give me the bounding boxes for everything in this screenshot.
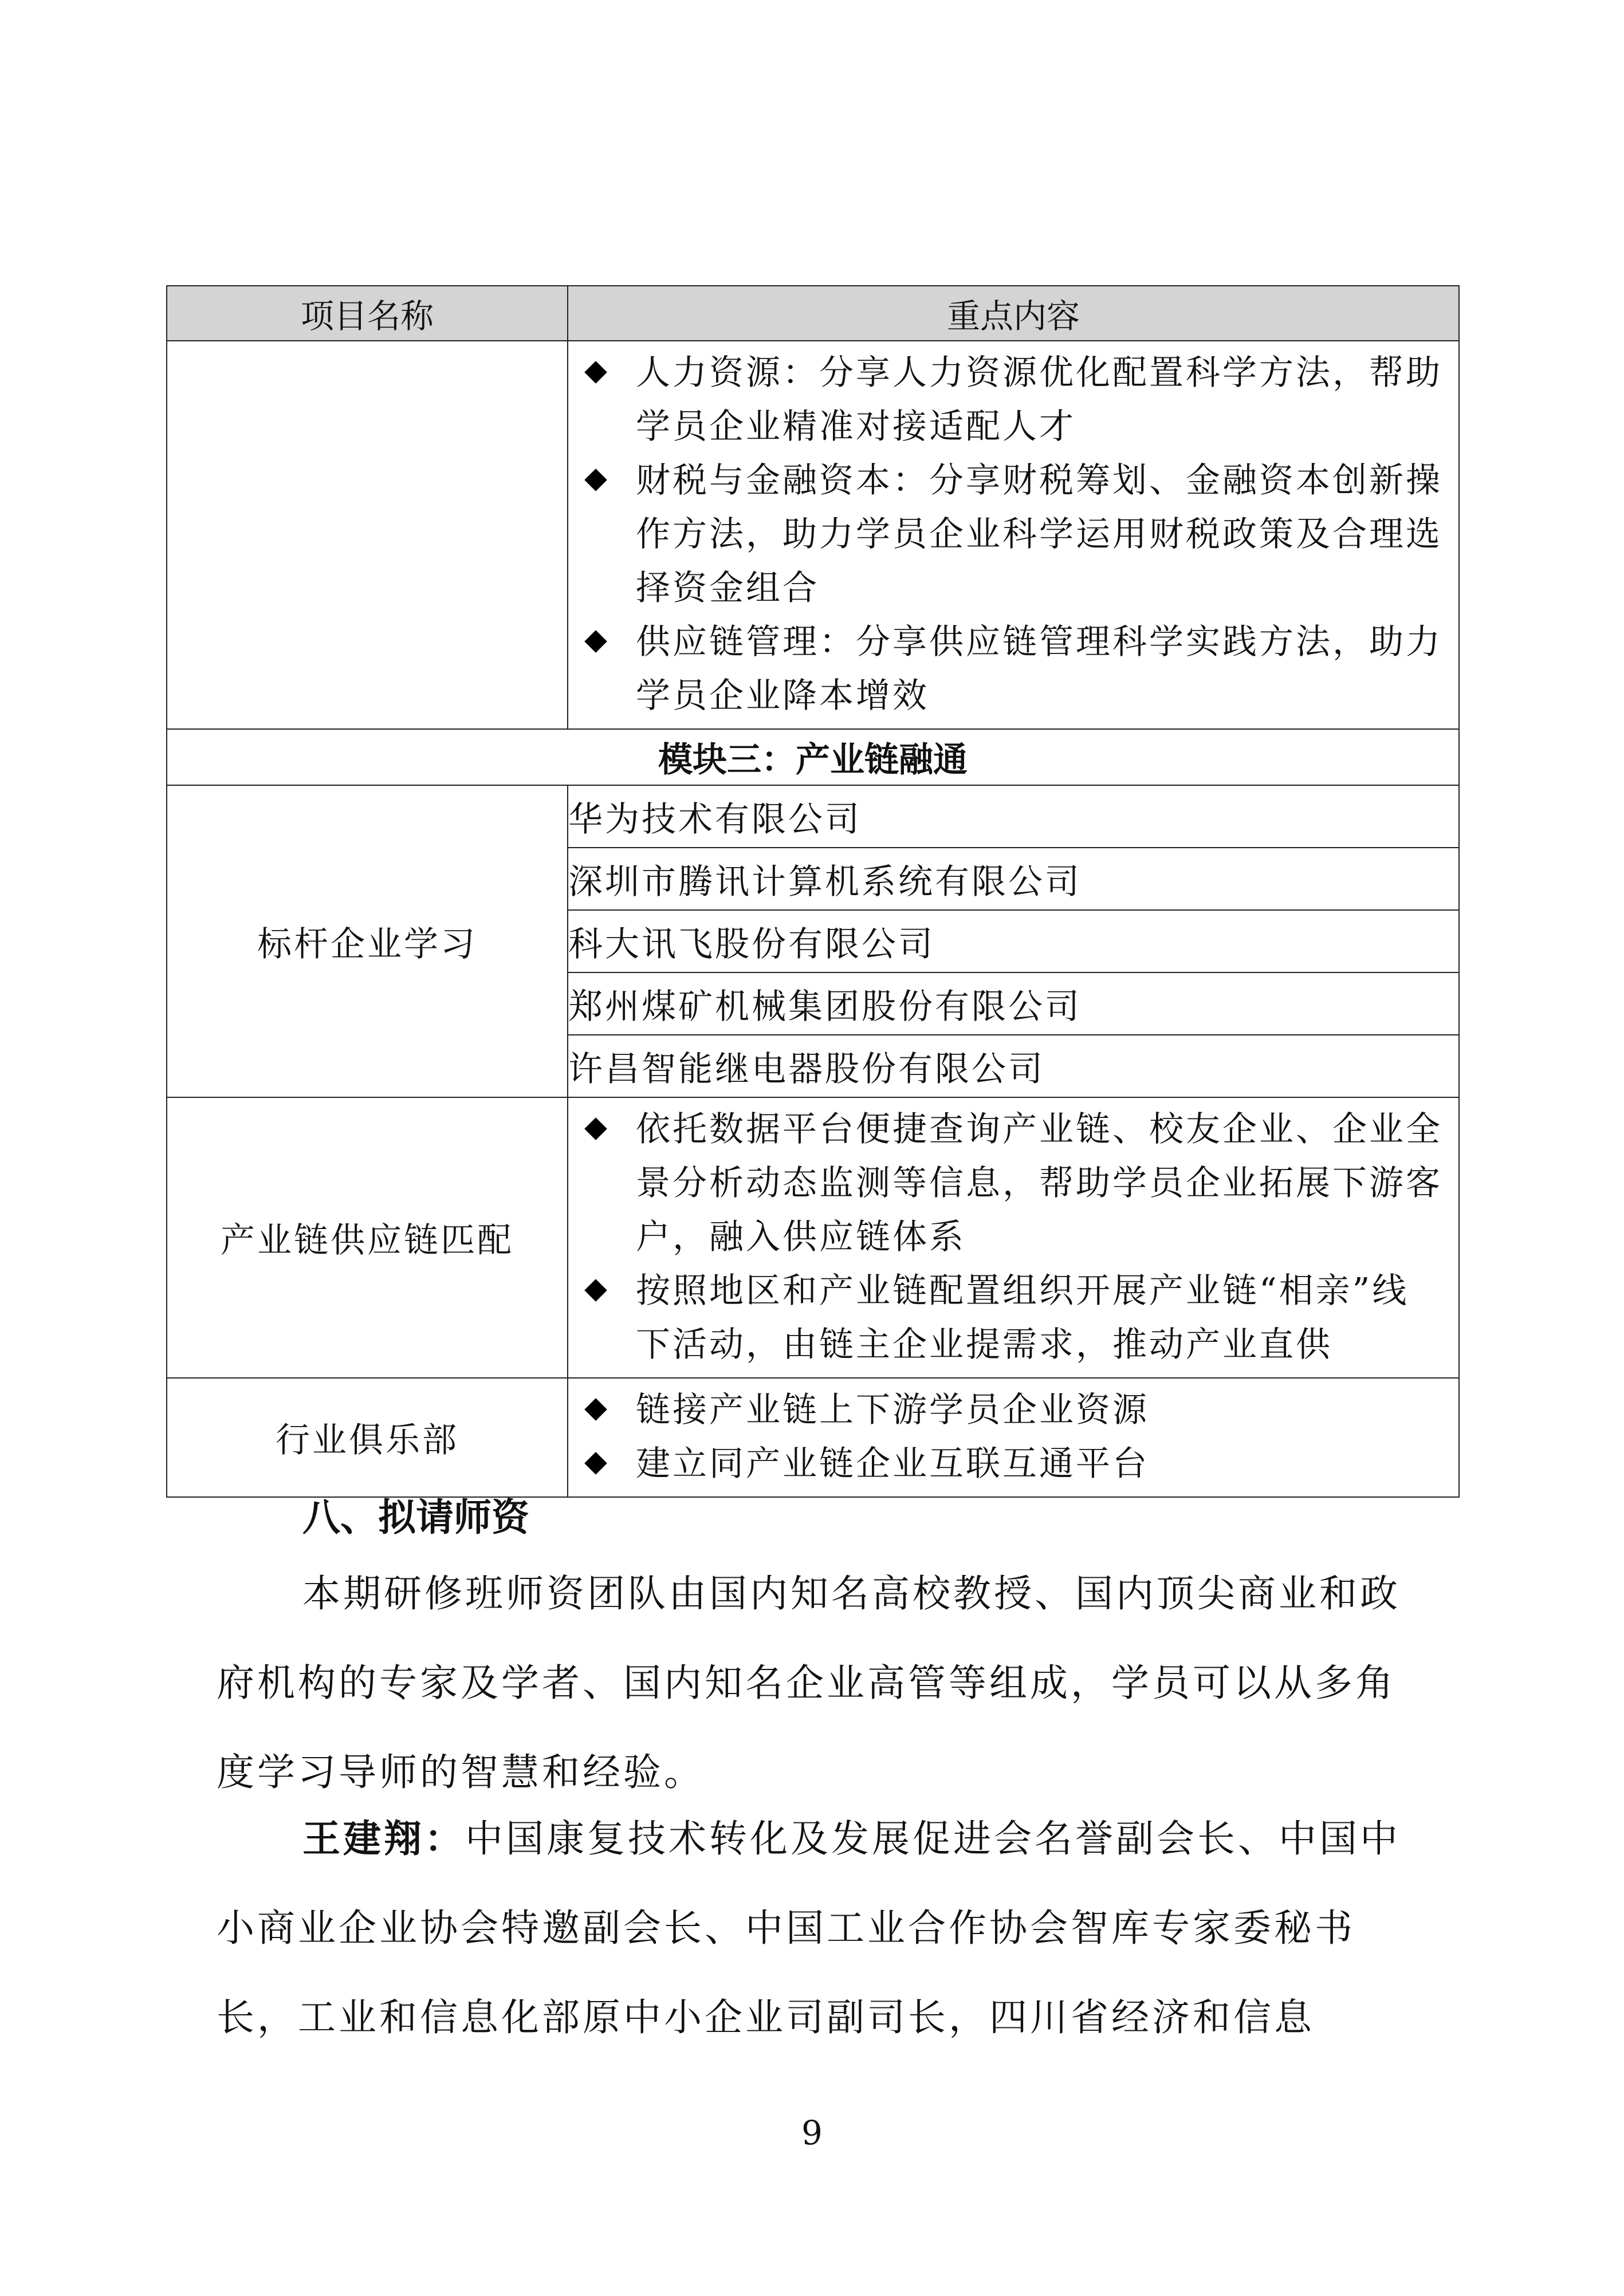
table-row-club [167, 1378, 1459, 1497]
matching-content-cell [568, 1097, 1459, 1378]
diamond-bullet-icon [583, 615, 608, 669]
company-item: 华为技术有限公司 [568, 785, 1459, 848]
club-content-cell [568, 1378, 1459, 1497]
company-item: 科大讯飞股份有限公司 [568, 910, 1459, 972]
module-row [167, 729, 1459, 785]
company-item: 许昌智能继电器股份有限公司 [568, 1035, 1459, 1097]
bullet-item: 人力资源：分享人力资源优化配置科学方法，帮助学员企业精准对接适配人才 [583, 346, 1444, 454]
table-row-benchmark [167, 785, 1459, 848]
benchmark-name: 标杆企业学习 [167, 785, 568, 1097]
bullet-item: 建立同产业链企业互联互通平台 [583, 1437, 1444, 1491]
continued-name-cell [167, 341, 568, 729]
course-table [166, 285, 1460, 1498]
header-project-name: 项目名称 [167, 286, 568, 341]
diamond-bullet-icon [583, 454, 608, 507]
bullet-item: 财税与金融资本：分享财税筹划、金融资本创新操作方法，助力学员企业科学运用财税政策及合理选择资金组合 [583, 454, 1444, 615]
bullet-item: 依托数据平台便捷查询产业链、校友企业、企业全景分析动态监测等信息，帮助学员企业拓展下游客户，融入供应链体系 [583, 1102, 1444, 1264]
faculty-bio-paragraph [217, 1794, 1414, 2062]
header-key-content: 重点内容 [568, 286, 1459, 341]
module-title: 模块三：产业链融通 [167, 729, 1459, 785]
diamond-bullet-icon [583, 1102, 608, 1156]
faculty-name: 王建翔： [302, 1817, 465, 1861]
faculty-bio-text: 中国康复技术转化及发展促进会名誉副会长、中国中小商业企业协会特邀副会长、中国工业合作协会智库专家委秘书长，工业和信息化部原中小企业司副司长，四川省经济和信息 [217, 1817, 1401, 2039]
bullet-item: 链接产业链上下游学员企业资源 [583, 1383, 1444, 1437]
table-row-continued [167, 341, 1459, 729]
diamond-bullet-icon [583, 1264, 608, 1318]
diamond-bullet-icon [583, 1437, 608, 1491]
matching-name: 产业链供应链匹配 [167, 1097, 568, 1378]
diamond-bullet-icon [583, 1383, 608, 1437]
section-heading: 八、拟请师资 [302, 1495, 529, 1539]
table-row-matching [167, 1097, 1459, 1378]
page-number: 9 [801, 2113, 823, 2152]
diamond-bullet-icon [583, 346, 608, 400]
company-item: 郑州煤矿机械集团股份有限公司 [568, 972, 1459, 1035]
continued-content-cell [568, 341, 1459, 729]
table-header-row [167, 286, 1459, 341]
faculty-intro-paragraph: 本期研修班师资团队由国内知名高校教授、国内顶尖商业和政府机构的专家及学者、国内知名企业高管等组成，学员可以从多角度学习导师的智慧和经验。 [217, 1572, 1401, 1794]
bullet-item: 供应链管理：分享供应链管理科学实践方法，助力学员企业降本增效 [583, 615, 1444, 723]
company-item: 深圳市腾讯计算机系统有限公司 [568, 848, 1459, 910]
club-name: 行业俱乐部 [167, 1378, 568, 1497]
bullet-item: 按照地区和产业链配置组织开展产业链“相亲”线下活动，由链主企业提需求，推动产业直供 [583, 1264, 1444, 1372]
